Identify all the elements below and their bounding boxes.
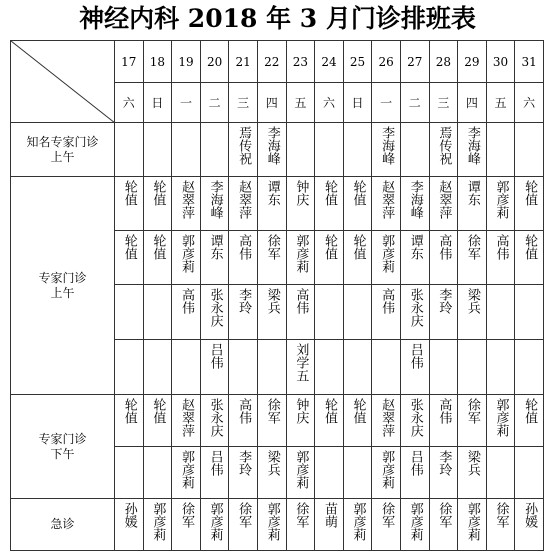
schedule-cell: [515, 499, 544, 551]
schedule-cell: [372, 231, 401, 285]
schedule-cell: [486, 340, 515, 395]
doctor-name: 轮值: [321, 398, 337, 424]
schedule-cell: [172, 123, 201, 177]
schedule-cell: [315, 177, 344, 231]
doctor-name: 轮值: [321, 234, 337, 260]
doctor-name: 郭彦莉: [293, 450, 309, 489]
diagonal-line: [11, 41, 115, 123]
schedule-cell: [429, 447, 458, 499]
weekday-header: 六: [115, 83, 144, 123]
date-header: 20: [200, 41, 229, 83]
schedule-cell: [200, 177, 229, 231]
doctor-name: 高伟: [436, 398, 452, 424]
doctor-name: 梁兵: [264, 288, 280, 314]
schedule-cell: [143, 123, 172, 177]
category-label-period: 上午: [50, 149, 75, 164]
schedule-cell: [115, 123, 144, 177]
doctor-name: 徐军: [464, 398, 480, 424]
schedule-cell: [115, 395, 144, 447]
date-header: 26: [372, 41, 401, 83]
schedule-cell: [343, 447, 372, 499]
doctor-name: 轮值: [150, 398, 166, 424]
schedule-cell: [257, 231, 286, 285]
doctor-name: 高伟: [236, 398, 252, 424]
weekday-header: 四: [257, 83, 286, 123]
weekday-header: 三: [429, 83, 458, 123]
doctor-name: 郭彦莉: [493, 398, 509, 437]
schedule-cell: [172, 447, 201, 499]
schedule-cell: [458, 447, 487, 499]
schedule-cell: [458, 231, 487, 285]
doctor-name: 轮值: [121, 180, 137, 206]
schedule-cell: [486, 285, 515, 340]
category-label-text: 专家门诊: [38, 431, 87, 446]
schedule-cell: [286, 231, 315, 285]
doctor-name: 孙媛: [121, 502, 137, 528]
schedule-cell: [200, 447, 229, 499]
doctor-name: 钟庆: [293, 180, 309, 206]
schedule-cell: [515, 123, 544, 177]
date-header: 17: [115, 41, 144, 83]
schedule-cell: [172, 177, 201, 231]
weekday-header: 五: [486, 83, 515, 123]
schedule-cell: [200, 285, 229, 340]
schedule-cell: [343, 177, 372, 231]
doctor-name: 轮值: [522, 398, 538, 424]
doctor-name: 张永庆: [407, 398, 423, 437]
schedule-cell: [257, 123, 286, 177]
schedule-cell: [429, 395, 458, 447]
schedule-cell: [257, 340, 286, 395]
schedule-cell: [172, 340, 201, 395]
schedule-cell: [172, 499, 201, 551]
schedule-cell: [229, 231, 258, 285]
doctor-name: 郭彦莉: [178, 450, 194, 489]
doctor-name: 梁兵: [464, 288, 480, 314]
doctor-name: 梁兵: [264, 450, 280, 476]
schedule-cell: [257, 499, 286, 551]
weekday-header: 日: [343, 83, 372, 123]
date-header: 19: [172, 41, 201, 83]
doctor-name: 郭彦莉: [150, 502, 166, 541]
doctor-name: 徐军: [264, 398, 280, 424]
category-label-period: 下午: [50, 446, 75, 461]
doctor-name: 高伟: [379, 288, 395, 314]
doctor-name: 赵翠萍: [379, 398, 395, 437]
schedule-cell: [343, 395, 372, 447]
date-header: 23: [286, 41, 315, 83]
schedule-cell: [372, 285, 401, 340]
schedule-cell: [429, 231, 458, 285]
schedule-cell: [343, 285, 372, 340]
schedule-cell: [115, 285, 144, 340]
category-label: [11, 123, 115, 177]
schedule-cell: [486, 177, 515, 231]
doctor-name: 郭彦莉: [464, 502, 480, 541]
doctor-name: 赵翠萍: [178, 398, 194, 437]
category-label-text: 知名专家门诊: [26, 134, 99, 149]
schedule-cell: [400, 123, 429, 177]
schedule-cell: [400, 395, 429, 447]
doctor-name: 轮值: [350, 180, 366, 206]
schedule-cell: [315, 285, 344, 340]
schedule-cell: [200, 499, 229, 551]
schedule-cell: [143, 231, 172, 285]
doctor-name: 李海峰: [379, 126, 395, 165]
schedule-cell: [229, 340, 258, 395]
schedule-cell: [229, 123, 258, 177]
schedule-cell: [343, 499, 372, 551]
schedule-cell: [143, 340, 172, 395]
doctor-name: 赵翠萍: [178, 180, 194, 219]
schedule-cell: [200, 123, 229, 177]
schedule-cell: [343, 340, 372, 395]
doctor-name: 徐军: [293, 502, 309, 528]
schedule-cell: [486, 123, 515, 177]
doctor-name: 李玲: [236, 450, 252, 476]
schedule-cell: [257, 285, 286, 340]
schedule-cell: [458, 123, 487, 177]
schedule-cell: [315, 499, 344, 551]
schedule-cell: [143, 285, 172, 340]
weekday-header: 二: [200, 83, 229, 123]
schedule-cell: [315, 231, 344, 285]
doctor-name: 赵翠萍: [379, 180, 395, 219]
schedule-cell: [486, 447, 515, 499]
schedule-cell: [286, 123, 315, 177]
doctor-name: 高伟: [436, 234, 452, 260]
doctor-name: 轮值: [522, 180, 538, 206]
schedule-cell: [372, 447, 401, 499]
doctor-name: 张永庆: [407, 288, 423, 327]
date-header: 31: [515, 41, 544, 83]
doctor-name: 赵翠萍: [436, 180, 452, 219]
schedule-cell: [486, 231, 515, 285]
schedule-cell: [458, 395, 487, 447]
schedule-cell: [229, 395, 258, 447]
schedule-cell: [115, 340, 144, 395]
doctor-name: 郭彦莉: [293, 234, 309, 273]
doctor-name: 徐军: [464, 234, 480, 260]
doctor-name: 徐军: [236, 502, 252, 528]
doctor-name: 郭彦莉: [493, 180, 509, 219]
doctor-name: 孙媛: [522, 502, 538, 528]
schedule-cell: [172, 231, 201, 285]
doctor-name: 吕伟: [407, 343, 423, 369]
weekday-header: 二: [400, 83, 429, 123]
doctor-name: 郭彦莉: [350, 502, 366, 541]
schedule-cell: [429, 177, 458, 231]
schedule-cell: [200, 231, 229, 285]
doctor-name: 轮值: [150, 180, 166, 206]
schedule-cell: [486, 395, 515, 447]
schedule-cell: [372, 499, 401, 551]
schedule-cell: [400, 231, 429, 285]
schedule-cell: [372, 395, 401, 447]
date-header: 25: [343, 41, 372, 83]
schedule-cell: [429, 123, 458, 177]
schedule-cell: [515, 395, 544, 447]
doctor-name: 张永庆: [207, 398, 223, 437]
schedule-cell: [458, 499, 487, 551]
schedule-cell: [229, 177, 258, 231]
date-header: 18: [143, 41, 172, 83]
schedule-cell: [458, 340, 487, 395]
weekday-header: 一: [172, 83, 201, 123]
doctor-name: 轮值: [350, 234, 366, 260]
weekday-header: 日: [143, 83, 172, 123]
doctor-name: 刘学五: [293, 343, 309, 382]
doctor-name: 轮值: [121, 398, 137, 424]
schedule-cell: [286, 340, 315, 395]
doctor-name: 郭彦莉: [407, 502, 423, 541]
doctor-name: 李玲: [436, 450, 452, 476]
schedule-cell: [372, 123, 401, 177]
doctor-name: 郭彦莉: [379, 450, 395, 489]
schedule-cell: [257, 447, 286, 499]
doctor-name: 钟庆: [293, 398, 309, 424]
schedule-cell: [115, 499, 144, 551]
doctor-name: 轮值: [350, 398, 366, 424]
category-label-text: 急诊: [50, 517, 75, 531]
doctor-name: 郭彦莉: [379, 234, 395, 273]
schedule-cell: [400, 285, 429, 340]
doctor-name: 李玲: [436, 288, 452, 314]
schedule-cell: [458, 177, 487, 231]
doctor-name: 郭彦莉: [178, 234, 194, 273]
schedule-cell: [229, 447, 258, 499]
schedule-cell: [515, 177, 544, 231]
date-header: 22: [257, 41, 286, 83]
schedule-cell: [115, 231, 144, 285]
schedule-cell: [315, 340, 344, 395]
schedule-cell: [200, 395, 229, 447]
weekday-header: 三: [229, 83, 258, 123]
schedule-cell: [429, 499, 458, 551]
category-label: [11, 395, 115, 499]
schedule-cell: [315, 395, 344, 447]
schedule-cell: [115, 177, 144, 231]
weekday-header: 五: [286, 83, 315, 123]
schedule-cell: [172, 395, 201, 447]
schedule-cell: [429, 285, 458, 340]
doctor-name: 梁兵: [464, 450, 480, 476]
doctor-name: 吕伟: [407, 450, 423, 476]
schedule-cell: [315, 447, 344, 499]
date-header: 30: [486, 41, 515, 83]
doctor-name: 焉传祝: [236, 126, 252, 165]
doctor-name: 轮值: [321, 180, 337, 206]
schedule-cell: [343, 231, 372, 285]
schedule-cell: [372, 177, 401, 231]
doctor-name: 高伟: [236, 234, 252, 260]
date-header: 29: [458, 41, 487, 83]
schedule-cell: [515, 231, 544, 285]
weekday-header: 六: [515, 83, 544, 123]
schedule-cell: [229, 285, 258, 340]
schedule-cell: [143, 177, 172, 231]
schedule-cell: [315, 123, 344, 177]
schedule-cell: [400, 447, 429, 499]
schedule-cell: [143, 499, 172, 551]
schedule-cell: [458, 285, 487, 340]
schedule-cell: [286, 285, 315, 340]
doctor-name: 徐军: [436, 502, 452, 528]
weekday-header: 一: [372, 83, 401, 123]
doctor-name: 谭东: [264, 180, 280, 206]
date-header: 21: [229, 41, 258, 83]
schedule-cell: [115, 447, 144, 499]
page-title: 神经内科 2018 年 3 月门诊排班表: [79, 4, 476, 33]
doctor-name: 李海峰: [407, 180, 423, 219]
doctor-name: 郭彦莉: [207, 502, 223, 541]
doctor-name: 徐军: [264, 234, 280, 260]
schedule-cell: [515, 340, 544, 395]
schedule-cell: [286, 395, 315, 447]
category-label: [11, 177, 115, 395]
category-label-text: 专家门诊: [38, 270, 87, 285]
doctor-name: 高伟: [493, 234, 509, 260]
date-header: 24: [315, 41, 344, 83]
doctor-name: 谭东: [407, 234, 423, 260]
doctor-name: 焉传祝: [436, 126, 452, 165]
schedule-cell: [400, 177, 429, 231]
doctor-name: 轮值: [522, 234, 538, 260]
doctor-name: 李海峰: [464, 126, 480, 165]
schedule-cell: [229, 499, 258, 551]
schedule-cell: [372, 340, 401, 395]
schedule-cell: [286, 177, 315, 231]
doctor-name: 李海峰: [264, 126, 280, 165]
doctor-name: 谭东: [207, 234, 223, 260]
doctor-name: 徐军: [178, 502, 194, 528]
doctor-name: 张永庆: [207, 288, 223, 327]
doctor-name: 吕伟: [207, 450, 223, 476]
schedule-cell: [343, 123, 372, 177]
schedule-cell: [429, 340, 458, 395]
weekday-header: 四: [458, 83, 487, 123]
doctor-name: 轮值: [150, 234, 166, 260]
schedule-cell: [400, 340, 429, 395]
doctor-name: 李海峰: [207, 180, 223, 219]
schedule-cell: [515, 447, 544, 499]
doctor-name: 徐军: [493, 502, 509, 528]
corner-cell: [11, 41, 115, 123]
doctor-name: 高伟: [178, 288, 194, 314]
schedule-cell: [286, 447, 315, 499]
schedule-cell: [515, 285, 544, 340]
doctor-name: 徐军: [379, 502, 395, 528]
schedule-cell: [143, 395, 172, 447]
doctor-name: 郭彦莉: [264, 502, 280, 541]
doctor-name: 苗萌: [321, 502, 337, 528]
date-header: 28: [429, 41, 458, 83]
doctor-name: 李玲: [236, 288, 252, 314]
category-label-period: 上午: [50, 285, 75, 300]
schedule-cell: [486, 499, 515, 551]
doctor-name: 谭东: [464, 180, 480, 206]
schedule-cell: [400, 499, 429, 551]
doctor-name: 赵翠萍: [236, 180, 252, 219]
schedule-cell: [257, 177, 286, 231]
weekday-header: 六: [315, 83, 344, 123]
schedule-cell: [172, 285, 201, 340]
schedule-cell: [200, 340, 229, 395]
schedule-cell: [286, 499, 315, 551]
category-label: [11, 499, 115, 551]
date-header: 27: [400, 41, 429, 83]
doctor-name: 吕伟: [207, 343, 223, 369]
doctor-name: 轮值: [121, 234, 137, 260]
schedule-cell: [143, 447, 172, 499]
doctor-name: 高伟: [293, 288, 309, 314]
schedule-table: [10, 40, 544, 551]
schedule-cell: [257, 395, 286, 447]
